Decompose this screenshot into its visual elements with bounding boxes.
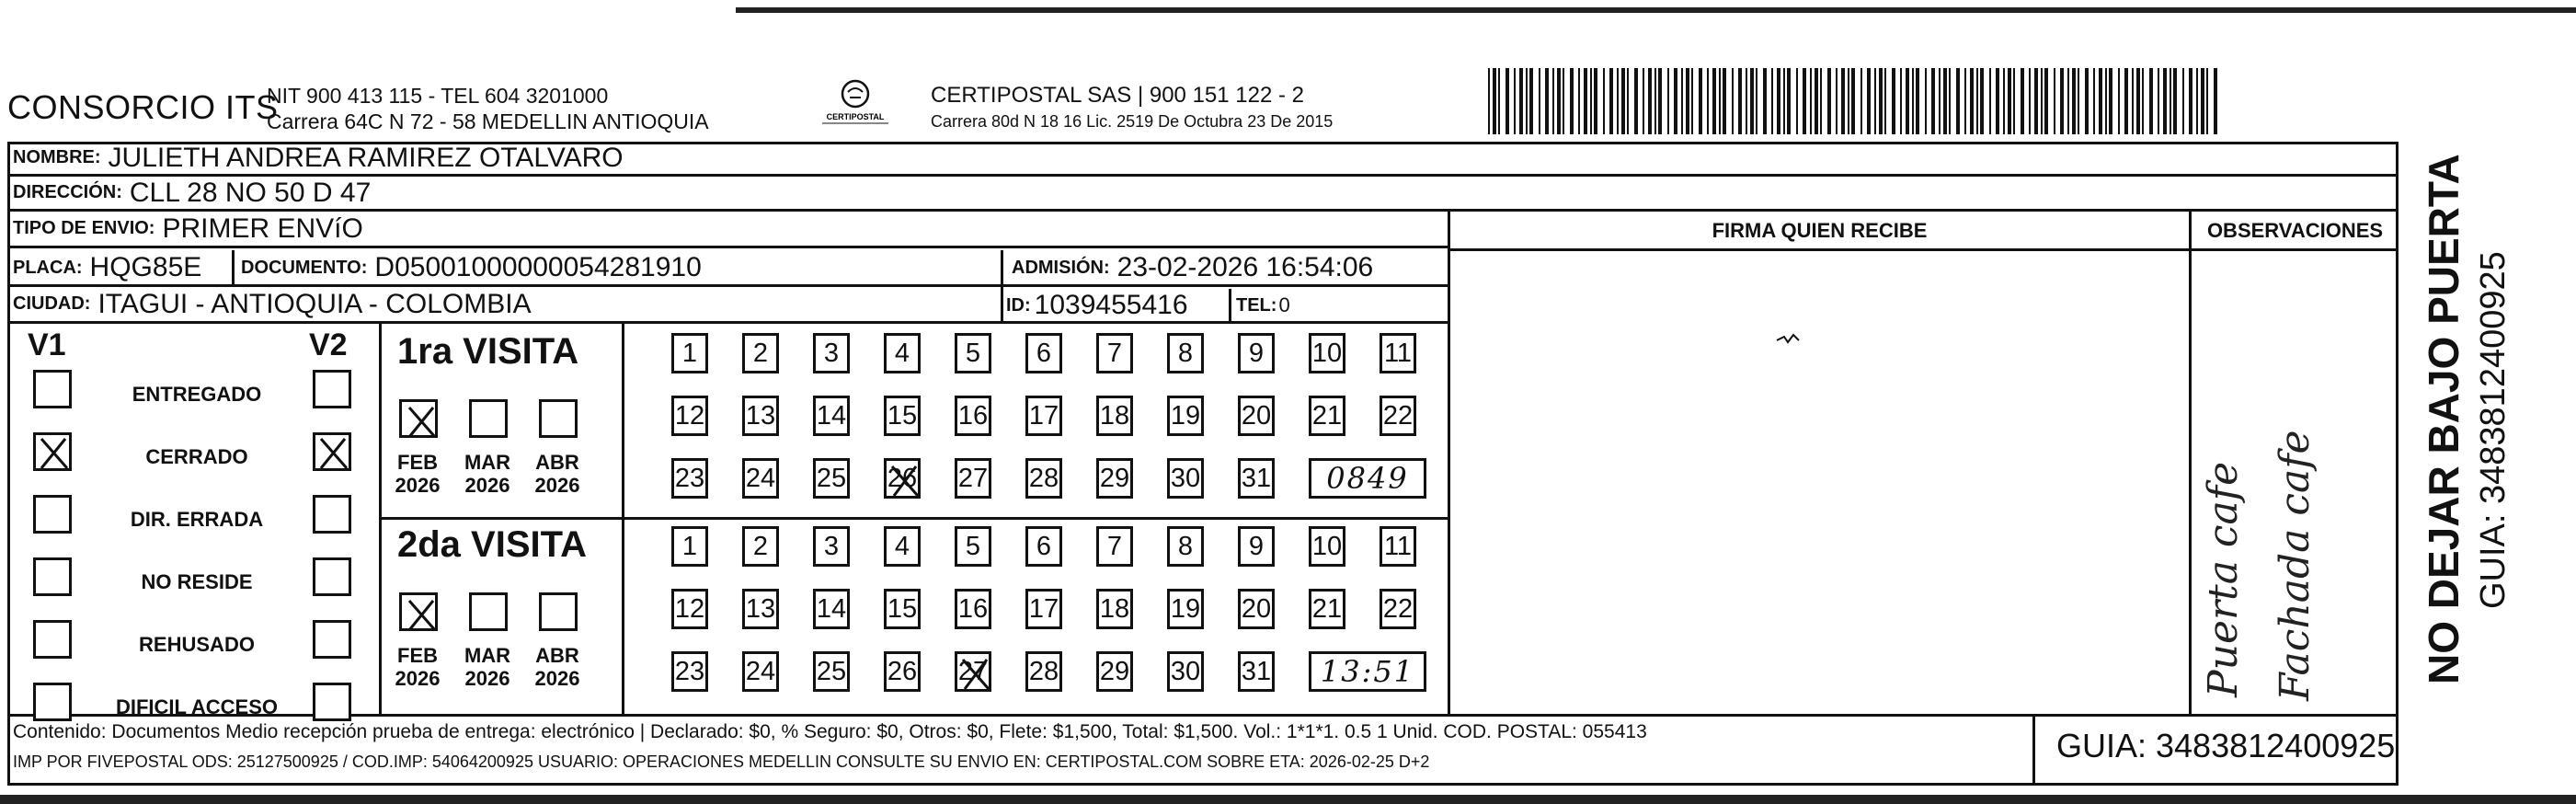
barcode-bar xyxy=(1925,68,1927,134)
month-name: FEB xyxy=(397,451,438,474)
day-cell[interactable]: 3 xyxy=(813,333,850,373)
barcode-bar xyxy=(1867,68,1871,134)
id-value: 1039455416 xyxy=(1034,290,1188,320)
nombre-value: JULIETH ANDREA RAMIREZ OTALVARO xyxy=(108,142,624,173)
barcode-bar xyxy=(2099,68,2102,134)
v1-checkbox[interactable] xyxy=(33,620,72,659)
day-cell[interactable]: 13 xyxy=(742,396,779,436)
barcode-bar xyxy=(1906,68,1909,134)
day-cell[interactable]: 31 xyxy=(1238,651,1275,692)
month-year: 2026 xyxy=(395,474,441,497)
barcode-bar xyxy=(1570,68,1574,134)
barcode-bar xyxy=(2173,68,2177,134)
barcode-bar xyxy=(1488,68,1490,134)
barcode-bar xyxy=(1892,68,1895,134)
barcode-bar xyxy=(2124,68,2128,134)
signature-mark xyxy=(1775,331,1803,354)
month-checkbox[interactable] xyxy=(399,399,438,438)
placa-label: PLACA: xyxy=(13,257,83,278)
day-cell[interactable]: 18 xyxy=(1096,589,1133,629)
barcode-bar xyxy=(2044,68,2048,134)
day-cell[interactable]: 22 xyxy=(1380,396,1416,436)
v2-header: V2 xyxy=(309,327,348,362)
barcode-bar xyxy=(2029,68,2031,134)
barcode-bar xyxy=(1956,68,1960,134)
barcode-bar xyxy=(1691,68,1693,134)
day-cell[interactable]: 2 xyxy=(742,333,779,373)
day-cell[interactable]: 28 xyxy=(1025,458,1062,499)
divider xyxy=(1448,248,2399,251)
day-cell[interactable]: 12 xyxy=(671,589,708,629)
day-cell[interactable]: 18 xyxy=(1096,396,1133,436)
v2-checkbox[interactable] xyxy=(313,370,351,408)
barcode-bar xyxy=(2163,68,2167,134)
barcode-bar xyxy=(1603,68,1605,134)
footer-line2: IMP POR FIVEPOSTAL ODS: 25127500925 / COD.IMP: 54064200925 USUARIO: OPERACIONES MEDELLIN CONSULTE SU ENVIO EN: CERTIPOSTAL.COM SOBRE ETA: 2026-02-25 D+2 xyxy=(13,752,1430,771)
barcode-bar xyxy=(1584,68,1587,134)
top-edge xyxy=(736,0,2576,13)
barcode-bar xyxy=(1699,68,1702,134)
day-cell[interactable]: 27 xyxy=(955,651,991,692)
barcode-bar xyxy=(1964,68,1966,134)
barcode-bar xyxy=(2054,68,2055,134)
day-cell[interactable]: 19 xyxy=(1167,396,1204,436)
observaciones-title: OBSERVACIONES xyxy=(2206,219,2384,242)
day-cell[interactable]: 14 xyxy=(813,589,850,629)
row-tipo xyxy=(7,212,1449,248)
month-name: ABR xyxy=(535,644,579,667)
barcode-bar xyxy=(2085,68,2089,134)
barcode xyxy=(1488,68,2224,134)
month-checkbox[interactable] xyxy=(399,592,438,631)
barcode-bar xyxy=(1529,68,1533,134)
barcode-bar xyxy=(1643,68,1644,134)
barcode-bar xyxy=(2189,68,2192,134)
barcode-bar xyxy=(1879,68,1883,134)
status-label: DIFICIL ACCESO xyxy=(115,695,278,718)
barcode-bar xyxy=(2013,68,2015,134)
certipostal-logo xyxy=(809,75,901,131)
barcode-bar xyxy=(1578,68,1580,134)
barcode-bar xyxy=(1634,68,1638,134)
barcode-bar xyxy=(1506,68,1509,134)
barcode-bar xyxy=(1552,68,1554,134)
barcode-bar xyxy=(1617,68,1619,134)
ciudad-label: CIUDAD: xyxy=(13,293,91,314)
month-checkbox[interactable] xyxy=(539,399,578,438)
barcode-bar xyxy=(2149,68,2153,134)
day-cell[interactable]: 15 xyxy=(884,589,921,629)
nombre-label: NOMBRE: xyxy=(13,147,101,167)
bottom-edge xyxy=(0,795,2576,804)
barcode-bar xyxy=(1996,68,1999,134)
barcode-bar xyxy=(1989,68,1991,134)
barcode-bar xyxy=(1848,68,1849,134)
day-cell[interactable]: 11 xyxy=(1380,526,1416,567)
barcode-bar xyxy=(1756,68,1757,134)
certipostal-info xyxy=(931,83,1333,134)
day-cell[interactable]: 4 xyxy=(884,526,921,567)
day-cell[interactable]: 14 xyxy=(813,396,850,436)
barcode-bar xyxy=(1712,68,1716,134)
status-label: REHUSADO xyxy=(139,633,255,656)
tel-label: TEL: xyxy=(1236,294,1277,316)
documento-cell xyxy=(241,248,702,287)
barcode-bar xyxy=(1771,68,1773,134)
v2-checkbox[interactable] xyxy=(313,683,351,721)
divider-footer xyxy=(7,714,2399,717)
barcode-bar xyxy=(2093,68,2095,134)
v1-checkbox[interactable] xyxy=(33,495,72,534)
address-line: Carrera 64C N 72 - 58 MEDELLIN ANTIOQUIA xyxy=(267,109,709,133)
barcode-bar xyxy=(1594,68,1597,134)
visit-time: 0849 xyxy=(1309,458,1426,499)
company-info xyxy=(267,83,709,134)
day-cell[interactable]: 2 xyxy=(742,526,779,567)
v2-checkbox[interactable] xyxy=(313,557,351,596)
day-cell[interactable]: 10 xyxy=(1309,333,1345,373)
barcode-bar xyxy=(2008,68,2011,134)
month-checkbox[interactable] xyxy=(469,399,508,438)
barcode-bar xyxy=(1820,68,1822,134)
day-cell[interactable]: 23 xyxy=(671,651,708,692)
divider xyxy=(232,250,235,287)
obs-note-1: Puerta cafe xyxy=(2200,461,2247,697)
barcode-bar xyxy=(1796,68,1798,134)
id-label: ID: xyxy=(1006,294,1031,316)
barcode-bar xyxy=(1627,68,1629,134)
barcode-bar xyxy=(1658,68,1662,134)
barcode-bar xyxy=(2136,68,2140,134)
barcode-bar xyxy=(1916,68,1919,134)
barcode-bar xyxy=(1563,68,1564,134)
barcode-bar xyxy=(1931,68,1935,134)
barcode-bar xyxy=(2206,68,2208,134)
certipostal-line2: Carrera 80d N 18 16 Lic. 2519 De Octubra 23 De 2015 xyxy=(931,112,1334,131)
barcode-bar xyxy=(2109,68,2112,134)
barcode-bar xyxy=(1519,68,1523,134)
day-cell[interactable]: 25 xyxy=(813,651,850,692)
barcode-bar xyxy=(1874,68,1876,134)
day-cell[interactable]: 7 xyxy=(1096,333,1133,373)
barcode-bar xyxy=(1939,68,1941,134)
day-cell[interactable]: 24 xyxy=(742,651,779,692)
barcode-bar xyxy=(1590,68,1592,134)
placa-cell xyxy=(13,248,201,287)
direccion-label: DIRECCIÓN: xyxy=(13,182,122,202)
barcode-bar xyxy=(1884,68,1886,134)
row-ciudad xyxy=(7,287,1449,324)
barcode-bar xyxy=(1723,68,1726,134)
month-label xyxy=(460,644,515,690)
month-label xyxy=(460,451,515,497)
barcode-bar xyxy=(1841,68,1845,134)
barcode-bar xyxy=(1860,68,1862,134)
day-cell[interactable]: 24 xyxy=(742,458,779,499)
month-year: 2026 xyxy=(395,667,441,690)
day-cell[interactable]: 20 xyxy=(1238,396,1275,436)
day-cell[interactable]: 5 xyxy=(955,333,991,373)
barcode-bar xyxy=(1738,68,1742,134)
day-cell[interactable]: 6 xyxy=(1025,526,1062,567)
status-label: ENTREGADO xyxy=(132,383,262,406)
month-name: MAR xyxy=(464,451,511,474)
barcode-bar xyxy=(1654,68,1656,134)
v1-checkbox[interactable] xyxy=(33,683,72,721)
v2-checkbox[interactable] xyxy=(313,620,351,659)
barcode-bar xyxy=(1707,68,1709,134)
barcode-bar xyxy=(1912,68,1914,134)
day-cell[interactable]: 5 xyxy=(955,526,991,567)
month-name: ABR xyxy=(535,451,579,474)
day-cell[interactable]: 27 xyxy=(955,458,991,499)
month-label xyxy=(530,451,585,497)
visit-time: 13:51 xyxy=(1309,651,1426,692)
barcode-bar xyxy=(1851,68,1855,134)
barcode-bar xyxy=(2196,68,2198,134)
month-label xyxy=(390,644,445,690)
tipo-label: TIPO DE ENVIO: xyxy=(13,218,155,238)
day-cell[interactable]: 23 xyxy=(671,458,708,499)
barcode-bar xyxy=(1900,68,1902,134)
barcode-bar xyxy=(1681,68,1683,134)
day-cell[interactable]: 1 xyxy=(671,333,708,373)
status-label: DIR. ERRADA xyxy=(130,508,264,531)
day-cell[interactable]: 21 xyxy=(1309,396,1345,436)
tel-cell xyxy=(1236,287,1290,324)
barcode-bar xyxy=(1674,68,1677,134)
barcode-bar xyxy=(1648,68,1652,134)
day-cell[interactable]: 29 xyxy=(1096,458,1133,499)
month-name: FEB xyxy=(397,644,438,667)
barcode-bar xyxy=(1943,68,1947,134)
day-cell[interactable]: 6 xyxy=(1025,333,1062,373)
barcode-bar xyxy=(1667,68,1669,134)
divider-obs xyxy=(2189,212,2192,714)
day-cell[interactable]: 25 xyxy=(813,458,850,499)
barcode-bar xyxy=(2201,68,2204,134)
barcode-bar xyxy=(1783,68,1785,134)
admision-label: ADMISIÓN: xyxy=(1012,257,1110,278)
v2-checkbox[interactable] xyxy=(313,432,351,471)
barcode-bar xyxy=(2142,68,2144,134)
barcode-bar xyxy=(1980,68,1984,134)
v2-checkbox[interactable] xyxy=(313,495,351,534)
admision-value: 23-02-2026 16:54:06 xyxy=(1116,252,1374,282)
barcode-bar xyxy=(1787,68,1791,134)
barcode-bar xyxy=(2158,68,2159,134)
day-cell[interactable]: 29 xyxy=(1096,651,1133,692)
v1-checkbox[interactable] xyxy=(33,432,72,471)
barcode-bar xyxy=(2003,68,2005,134)
footer-line1: Contenido: Documentos Medio recepción prueba de entrega: electrónico | Declarado: $0, % Seguro: $0, Otros: $0, Flete: $1,500, Total: $1,500. Vol.: 1*1*1. 0.5 1 Unid. COD. POSTAL: 055413 xyxy=(13,721,1647,742)
month-year: 2026 xyxy=(464,474,510,497)
barcode-bar xyxy=(1493,68,1496,134)
month-year: 2026 xyxy=(534,667,580,690)
barcode-bar xyxy=(1719,68,1721,134)
ciudad-value: ITAGUI - ANTIOQUIA - COLOMBIA xyxy=(97,288,532,319)
barcode-bar xyxy=(2132,68,2134,134)
v1-header: V1 xyxy=(28,327,66,362)
day-cell[interactable]: 8 xyxy=(1167,526,1204,567)
barcode-bar xyxy=(2118,68,2120,134)
certipostal-line1: CERTIPOSTAL SAS | 900 151 122 - 2 xyxy=(931,83,1304,108)
status-label: CERRADO xyxy=(145,445,248,468)
documento-value: D05001000000054281910 xyxy=(374,252,702,282)
divider-firma xyxy=(1448,212,1450,714)
day-cell[interactable]: 17 xyxy=(1025,589,1062,629)
visit2-title: 2da VISITA xyxy=(397,524,587,565)
day-cell[interactable]: 30 xyxy=(1167,651,1204,692)
barcode-bar xyxy=(2182,68,2184,134)
day-cell[interactable]: 16 xyxy=(955,589,991,629)
v1-checkbox[interactable] xyxy=(33,370,72,408)
barcode-bar xyxy=(2170,68,2171,134)
day-cell[interactable]: 11 xyxy=(1380,333,1416,373)
tel-value: 0 xyxy=(1278,293,1290,316)
nit-line: NIT 900 413 115 - TEL 604 3201000 xyxy=(267,84,609,108)
day-cell[interactable]: 4 xyxy=(884,333,921,373)
row-direccion xyxy=(7,177,2399,212)
month-checkbox[interactable] xyxy=(469,592,508,631)
barcode-bar xyxy=(1836,68,1838,134)
barcode-bar xyxy=(1750,68,1754,134)
day-cell[interactable]: 17 xyxy=(1025,396,1062,436)
day-cell[interactable]: 15 xyxy=(884,396,921,436)
id-cell xyxy=(1006,287,1188,324)
barcode-bar xyxy=(1545,68,1549,134)
barcode-bar xyxy=(1609,68,1613,134)
barcode-bar xyxy=(1526,68,1528,134)
barcode-bar xyxy=(2041,68,2043,134)
documento-label: DOCUMENTO: xyxy=(241,257,368,278)
firma-title: FIRMA QUIEN RECIBE xyxy=(1712,219,1928,242)
barcode-bar xyxy=(2078,68,2079,134)
barcode-bar xyxy=(1827,68,1831,134)
barcode-bar xyxy=(1815,68,1818,134)
barcode-bar xyxy=(1514,68,1516,134)
day-cell[interactable]: 1 xyxy=(671,526,708,567)
day-cell[interactable]: 3 xyxy=(813,526,850,567)
day-cell[interactable]: 26 xyxy=(884,458,921,499)
barcode-bar xyxy=(1732,68,1734,134)
day-cell[interactable]: 19 xyxy=(1167,589,1204,629)
barcode-bar xyxy=(1777,68,1780,134)
barcode-bar xyxy=(2034,68,2038,134)
barcode-bar xyxy=(1763,68,1767,134)
barcode-bar xyxy=(1621,68,1625,134)
barcode-bar xyxy=(1539,68,1540,134)
month-label xyxy=(530,644,585,690)
day-cell[interactable]: 28 xyxy=(1025,651,1062,692)
day-cell[interactable]: 26 xyxy=(884,651,921,692)
footer-guia: GUIA: 3483812400925 xyxy=(2056,727,2396,764)
company-name: CONSORCIO ITS xyxy=(7,88,279,126)
month-checkbox[interactable] xyxy=(539,592,578,631)
day-cell[interactable]: 9 xyxy=(1238,526,1275,567)
divider xyxy=(2032,714,2035,786)
status-label: NO RESIDE xyxy=(141,570,253,593)
day-cell[interactable]: 10 xyxy=(1309,526,1345,567)
barcode-bar xyxy=(1498,68,1500,134)
barcode-bar xyxy=(1976,68,1978,134)
tipo-value: PRIMER ENVíO xyxy=(162,212,363,244)
barcode-bar xyxy=(2060,68,2064,134)
divider xyxy=(1229,289,1231,324)
barcode-bar xyxy=(2067,68,2069,134)
day-cell[interactable]: 31 xyxy=(1238,458,1275,499)
barcode-bar xyxy=(1810,68,1812,134)
month-label xyxy=(390,451,445,497)
barcode-bar xyxy=(2021,68,2024,134)
barcode-bar xyxy=(1970,68,1974,134)
admision-cell xyxy=(1012,248,1373,287)
divider-visits xyxy=(379,517,1448,520)
day-cell[interactable]: 30 xyxy=(1167,458,1204,499)
direccion-value: CLL 28 NO 50 D 47 xyxy=(129,177,372,208)
day-cell[interactable]: 12 xyxy=(671,396,708,436)
barcode-bar xyxy=(1803,68,1806,134)
day-cell[interactable]: 8 xyxy=(1167,333,1204,373)
logo-text: CERTIPOSTAL xyxy=(826,112,885,121)
obs-note-2: Fachada cafe xyxy=(2272,430,2318,701)
barcode-bar xyxy=(2072,68,2076,134)
barcode-bar xyxy=(2105,68,2107,134)
barcode-bar xyxy=(1557,68,1561,134)
barcode-bar xyxy=(2214,68,2217,134)
visit1-title: 1ra VISITA xyxy=(397,331,579,372)
barcode-bar xyxy=(1746,68,1747,134)
day-cell[interactable]: 20 xyxy=(1238,589,1275,629)
placa-value: HQG85E xyxy=(89,252,202,282)
side-guia: GUIA: 3483812400925 xyxy=(2474,251,2513,609)
day-cell[interactable]: 16 xyxy=(955,396,991,436)
barcode-bar xyxy=(1686,68,1689,134)
month-year: 2026 xyxy=(464,667,510,690)
row-nombre xyxy=(7,142,2399,177)
day-cell[interactable]: 22 xyxy=(1380,589,1416,629)
day-cell[interactable]: 7 xyxy=(1096,526,1133,567)
barcode-bar xyxy=(1949,68,1951,134)
day-cell[interactable]: 9 xyxy=(1238,333,1275,373)
side-warning: NO DEJAR BAJO PUERTA xyxy=(2420,154,2467,684)
month-year: 2026 xyxy=(534,474,580,497)
month-name: MAR xyxy=(464,644,511,667)
v1-checkbox[interactable] xyxy=(33,557,72,596)
day-cell[interactable]: 13 xyxy=(742,589,779,629)
day-cell[interactable]: 21 xyxy=(1309,589,1345,629)
